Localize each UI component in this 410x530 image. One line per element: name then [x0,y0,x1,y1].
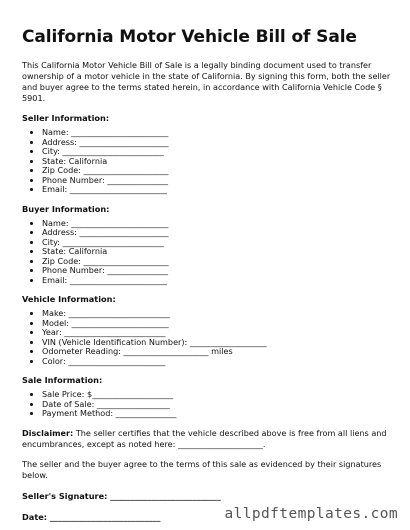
seller-address-field: • Address: ______________________ [42,138,394,148]
vehicle-make-field: • Make: _________________________ [42,309,394,319]
vehicle-heading: Vehicle Information: [22,294,116,304]
seller-heading: Seller Information: [22,113,110,123]
agreement-paragraph: The seller and the buyer agree to the terms of this sale as evidenced by their signatures below. [22,458,382,480]
watermark: allpdftemplates.com [224,506,398,522]
sale-fields [22,390,394,419]
buyer-address-field: • Address: ______________________ [42,228,394,238]
sale-heading: Sale Information: [22,375,103,385]
buyer-heading: Buyer Information: [22,203,110,214]
disclaimer-label: Disclaimer: [22,427,74,438]
buyer-section [22,204,394,286]
seller-state-field: • State: California [42,157,394,167]
disclaimer-text: The seller certifies that the vehicle described above is free from all liens and encumbrances, except as noted here: _____________________. [22,427,387,449]
seller-email-field: • Email: ________________________ [42,185,394,195]
vehicle-fields [22,309,394,366]
seller-phone-field: • Phone Number: _______________ [42,176,394,186]
vehicle-year-field: • Year: _________________________ [42,328,394,338]
sale-section [22,375,394,419]
intro-paragraph: This California Motor Vehicle Bill of Sale is a legally binding document used to transfer ownership of a motor vehicle in the state of California. By signing this form, both the seller and buyer agree to the terms stated herein, in accordance with California Vehicle Code § 5901. [22,60,391,103]
seller-section [22,113,394,195]
disclaimer-paragraph [22,428,394,450]
vehicle-vin-field: • VIN (Vehicle Identification Number): ___________________ [42,338,394,348]
buyer-name-field: • Name: ________________________ [42,219,394,229]
date-line: Date: ___________________________ [22,511,161,522]
vehicle-odometer-field: • Odometer Reading: _____________________ miles [42,347,394,357]
buyer-state-field: • State: California [42,247,394,257]
sale-date-field: • Date of Sale: __________________ [42,400,394,410]
seller-zip-field: • Zip Code: _____________________ [42,166,394,176]
seller-name-field: • Name: ________________________ [42,128,394,138]
vehicle-section [22,294,394,366]
seller-signature-line: Seller's Signature: ___________________________ [22,490,221,501]
seller-fields [22,128,394,195]
buyer-phone-field: • Phone Number: _______________ [42,266,394,276]
buyer-email-field: • Email: ________________________ [42,276,394,286]
seller-city-field: • City: _________________________ [42,147,394,157]
payment-method-field: • Payment Method: _______________ [42,409,394,419]
document [22,26,394,523]
buyer-fields [22,219,394,286]
buyer-city-field: • City: _________________________ [42,238,394,248]
sale-price-field: • Sale Price: $____________________ [42,390,394,400]
document-title: California Motor Vehicle Bill of Sale [22,27,357,47]
vehicle-color-field: • Color: ________________________ [42,357,394,367]
buyer-zip-field: • Zip Code: _____________________ [42,257,394,267]
vehicle-model-field: • Model: ________________________ [42,319,394,329]
